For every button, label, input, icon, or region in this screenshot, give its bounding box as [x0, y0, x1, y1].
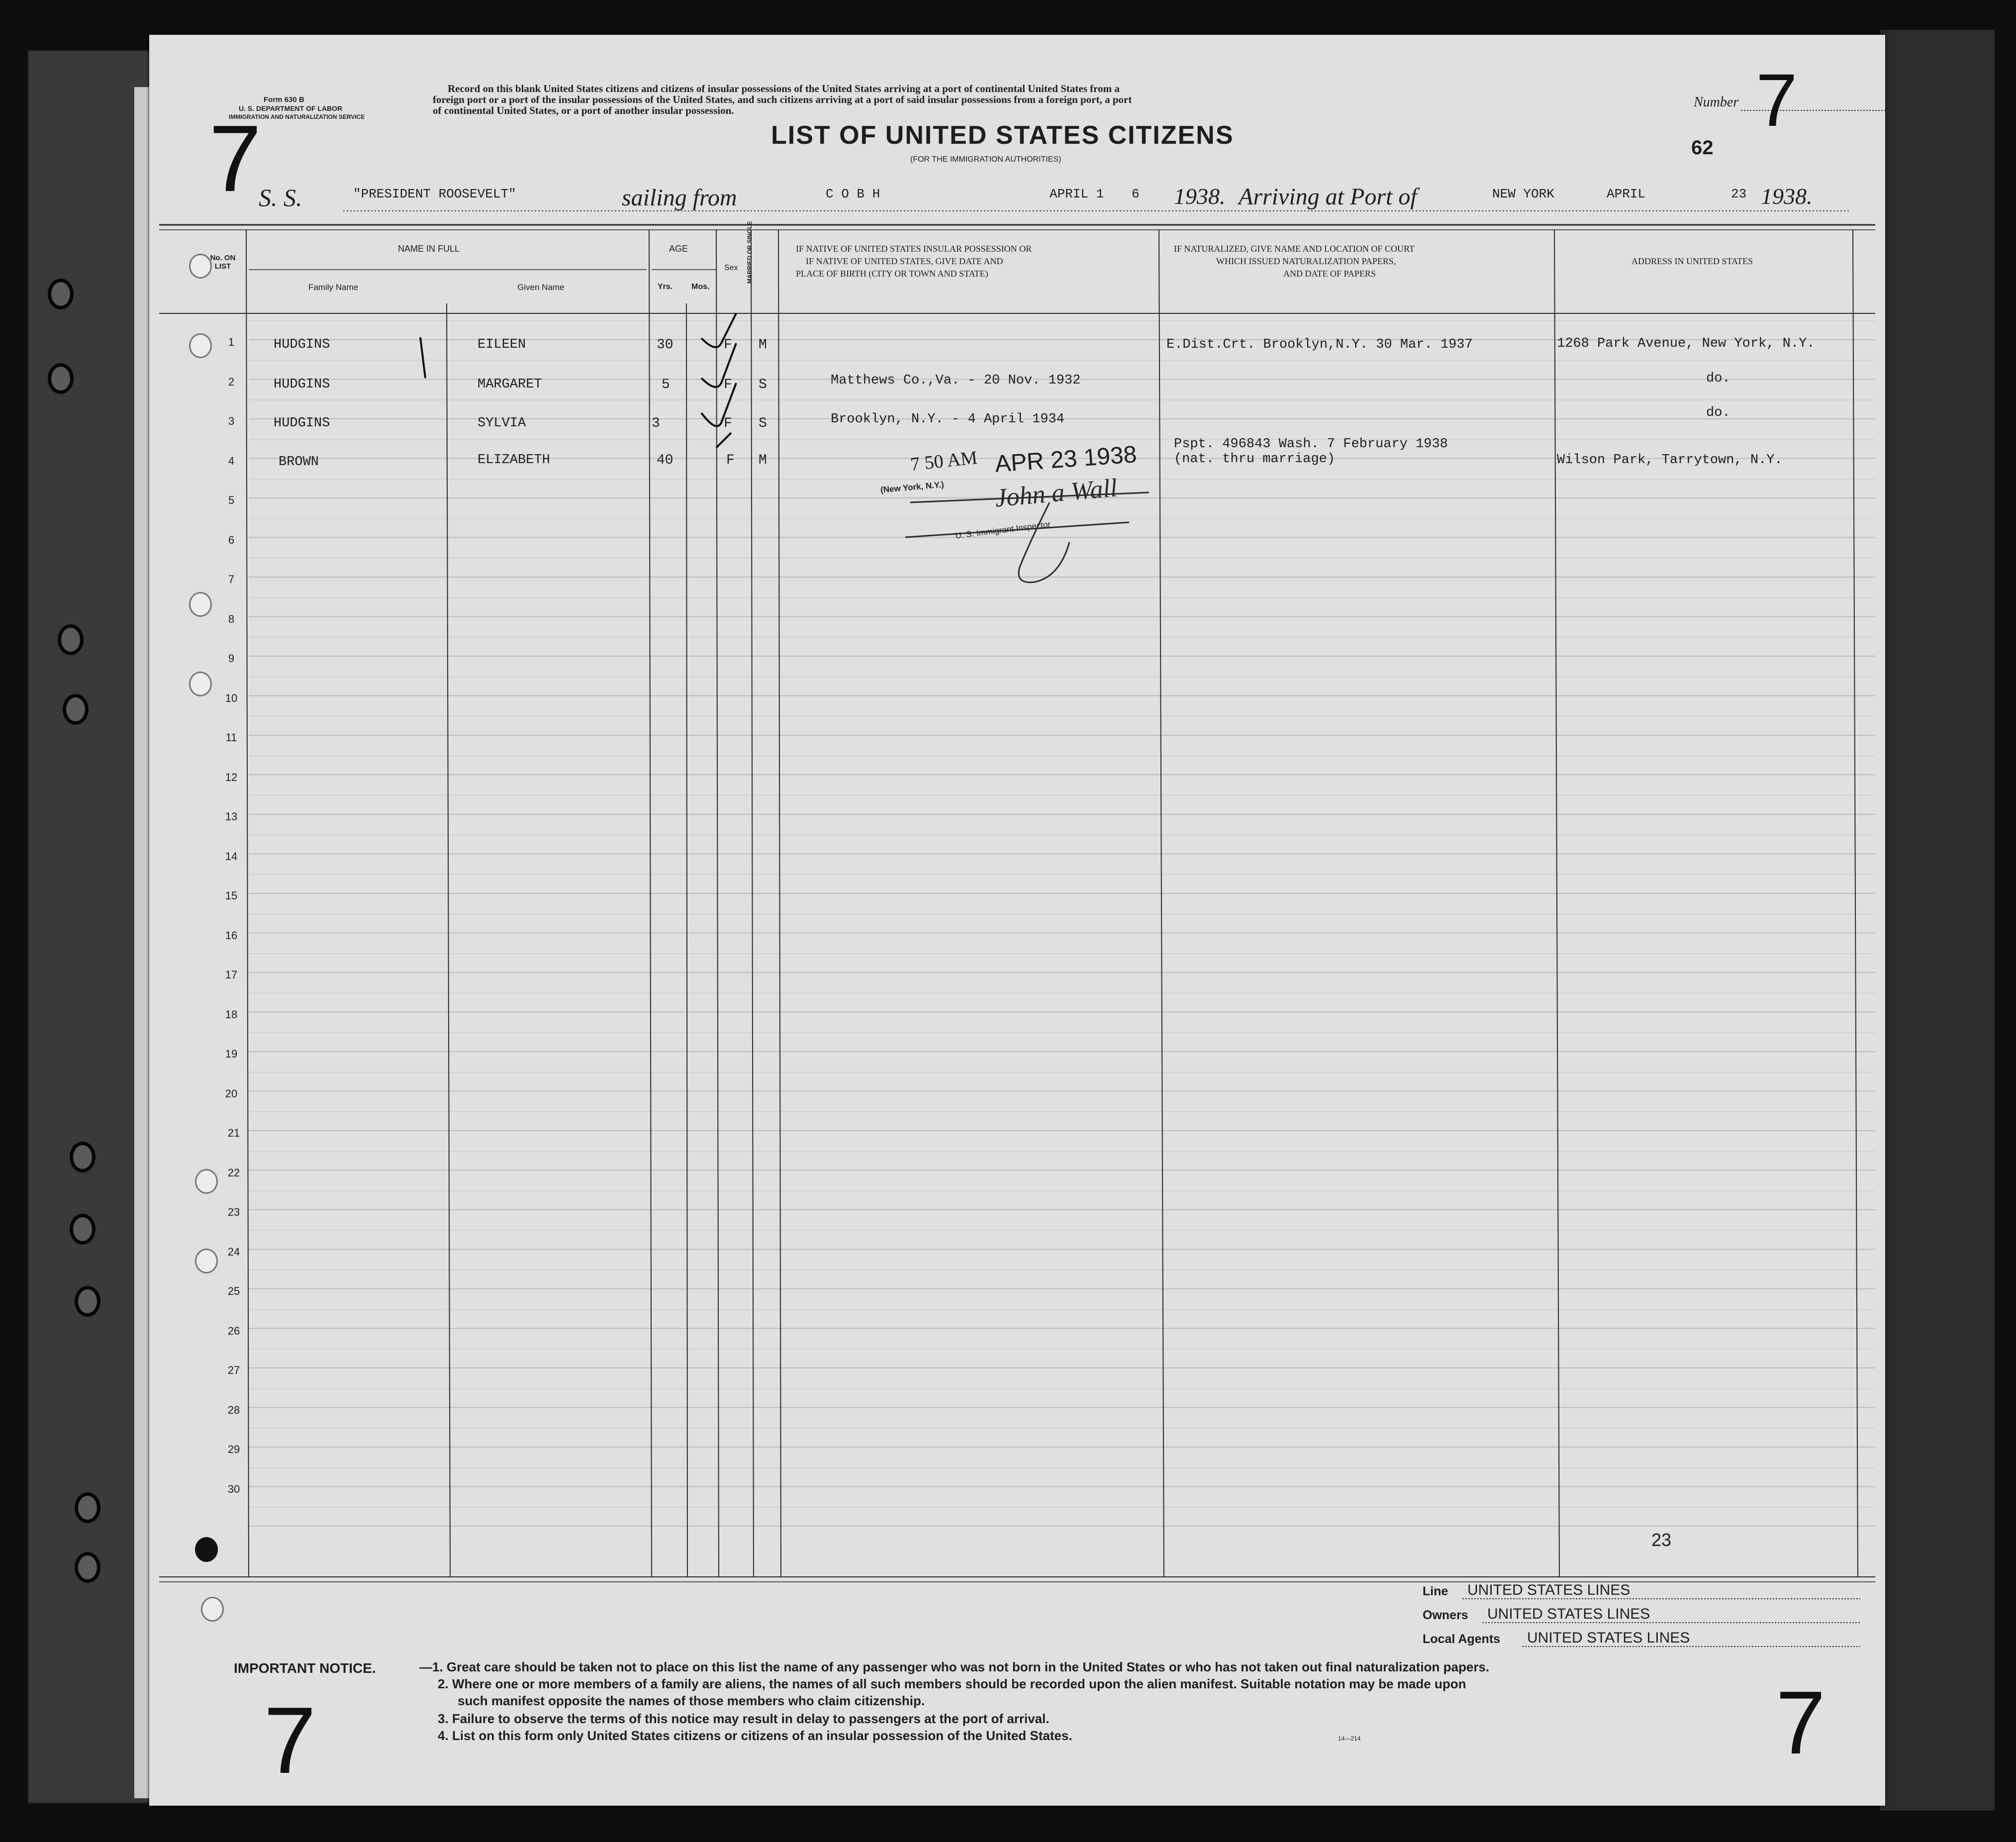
age-years: 5 [662, 377, 670, 392]
binder-hole [75, 1492, 100, 1523]
row-number: 13 [225, 810, 238, 823]
row-number: 10 [225, 691, 238, 704]
ship-name: "PRESIDENT ROOSEVELT" [353, 187, 516, 201]
row-number: 27 [227, 1364, 240, 1376]
line-value: UNITED STATES LINES [1467, 1582, 1631, 1598]
departure-day: 6 [1132, 187, 1140, 201]
sex: F [724, 337, 732, 353]
notice-1: —1. Great care should be taken not to place on this list the name of any passenger who was not born in the United States or who has not taken out final naturalization papers. [419, 1659, 1490, 1674]
row-number: 30 [227, 1482, 240, 1495]
page-mark: 23 [1651, 1530, 1672, 1550]
notice-label: IMPORTANT NOTICE. [234, 1660, 376, 1676]
row-number: 2 [228, 375, 235, 388]
row-number: 17 [225, 969, 238, 981]
inspector-signature: John a Wall [993, 474, 1119, 513]
check-marks [149, 35, 1885, 1806]
departure-year: 1938. [1174, 184, 1226, 209]
stamp-inspector-label: U. S. Immigrant Inspector [955, 519, 1052, 541]
list-number-handwritten: 7 [1756, 58, 1798, 142]
header-naturalized-line-2: WHICH ISSUED NATURALIZATION PAPERS, [1216, 256, 1396, 266]
header-no-on-list: No. ON LIST [210, 254, 236, 271]
number-label: Number [1694, 95, 1739, 110]
header-age: AGE [669, 244, 688, 254]
departure-month: APRIL 1 [1050, 187, 1104, 201]
owners-value: UNITED STATES LINES [1487, 1606, 1650, 1622]
row-number: 9 [228, 652, 235, 665]
sex: F [724, 377, 732, 392]
header-naturalized-line-1: IF NATURALIZED, GIVE NAME AND LOCATION OF COURT [1174, 244, 1415, 254]
given-name: SYLVIA [478, 416, 526, 431]
header-mos: Mos. [691, 283, 710, 291]
departure-port: C O B H [826, 187, 880, 201]
binder-hole [75, 1286, 100, 1317]
arrival-port: NEW YORK [1492, 187, 1554, 201]
row-number: 28 [227, 1403, 240, 1416]
row-number: 3 [228, 415, 235, 427]
family-name: BROWN [279, 455, 319, 470]
row-number: 8 [228, 612, 235, 625]
binder-hole [70, 1142, 96, 1172]
form-number: Form 630 B [264, 96, 304, 104]
notice-2-continued: such manifest opposite the names of those members who claim citizenship. [458, 1693, 925, 1708]
given-name: EILEEN [478, 337, 526, 352]
binder-hole [70, 1214, 96, 1245]
birth-place-date: Matthews Co.,Va. - 20 Nov. 1932 [831, 373, 1081, 388]
naturalization-note: (nat. thru marriage) [1174, 452, 1336, 467]
row-number: 25 [227, 1285, 240, 1297]
birth-place-date: Brooklyn, N.Y. - 4 April 1934 [831, 412, 1064, 427]
print-code: 14—214 [1338, 1735, 1361, 1742]
header-naturalized-line-3: AND DATE OF PAPERS [1283, 269, 1376, 279]
arrival-month: APRIL [1607, 187, 1646, 201]
arriving-label: Arriving at Port of [1239, 184, 1417, 210]
address: 1268 Park Avenue, New York, N.Y. [1557, 336, 1815, 351]
form-department: U. S. DEPARTMENT OF LABOR [239, 104, 343, 112]
arrival-year: 1938. [1761, 184, 1813, 209]
header-birth-line-1: IF NATIVE OF UNITED STATES INSULAR POSSESSION OR [796, 244, 1032, 254]
marital-status: S [759, 416, 767, 431]
notice-2: 2. Where one or more members of a family are aliens, the names of all such members should be recorded upon the alien manifest. Suitable notation may be made upon [438, 1676, 1466, 1691]
row-number: 5 [228, 494, 235, 506]
agents-label: Local Agents [1423, 1632, 1501, 1646]
instructions-line-3: of continental United States, or a port of another insular possession. [433, 104, 734, 116]
row-number: 19 [225, 1048, 238, 1060]
owners-label: Owners [1423, 1608, 1468, 1622]
binder-hole [48, 363, 74, 394]
naturalization: E.Dist.Crt. Brooklyn,N.Y. 30 Mar. 1937 [1166, 337, 1473, 352]
row-number: 23 [227, 1206, 240, 1218]
bottom-left-handwritten-number: 7 [264, 1688, 316, 1793]
corner-number-handwritten: 7 [209, 106, 262, 211]
family-name: HUDGINS [274, 337, 330, 352]
binder-hole [63, 694, 89, 725]
header-family-name: Family Name [308, 283, 359, 292]
row-number: 12 [225, 771, 238, 783]
binder-hole [48, 279, 74, 309]
row-number: 24 [227, 1245, 240, 1258]
row-number: 11 [225, 731, 237, 744]
row-number: 6 [228, 533, 235, 546]
address: do. [1706, 371, 1730, 386]
header-sex: Sex [724, 264, 738, 272]
header-given-name: Given Name [517, 283, 565, 292]
marital-status: S [759, 377, 767, 392]
page-title: LIST OF UNITED STATES CITIZENS [771, 121, 1234, 150]
row-number: 1 [228, 336, 235, 348]
notice-4: 4. List on this form only United States citizens or citizens of an insular possession of the United States. [438, 1728, 1072, 1743]
header-birth-line-2: IF NATIVE OF UNITED STATES, GIVE DATE AND [806, 256, 1003, 266]
form-service: IMMIGRATION AND NATURALIZATION SERVICE [229, 113, 365, 120]
row-number: 7 [228, 573, 235, 585]
bottom-right-handwritten-number: 7 [1776, 1673, 1826, 1773]
arrival-day: 23 [1731, 187, 1747, 201]
row-number: 16 [225, 929, 238, 942]
family-name: HUDGINS [274, 377, 330, 392]
row-number: 4 [228, 454, 235, 467]
row-number: 29 [227, 1443, 240, 1455]
stamp-date: APR 23 1938 [994, 441, 1138, 478]
header-married-or-single: MARRIED OR SINGLE [746, 221, 753, 284]
manifest-page [149, 35, 1885, 1806]
row-number: 15 [225, 889, 238, 902]
binder-hole [58, 624, 84, 655]
stamp-place: (New York, N.Y.) [880, 480, 945, 495]
sex: F [726, 453, 735, 468]
marital-status: M [759, 337, 767, 353]
header-address: ADDRESS IN UNITED STATES [1632, 256, 1753, 266]
given-name: MARGARET [478, 377, 542, 392]
row-number: 18 [225, 1008, 238, 1021]
age-years: 40 [657, 453, 673, 468]
stamp-lines [900, 483, 1159, 632]
age-years: 30 [657, 337, 673, 353]
age-years: 3 [652, 416, 660, 431]
header-name-in-full: NAME IN FULL [398, 244, 460, 254]
instructions-line-1: Record on this blank United States citizens and citizens of insular possessions of the United States arriving at a port of continental United States from a [448, 83, 1120, 95]
header-yrs: Yrs. [658, 283, 673, 291]
page-subtitle: (FOR THE IMMIGRATION AUTHORITIES) [910, 155, 1061, 164]
row-number: 21 [227, 1127, 240, 1139]
row-number: 14 [225, 850, 238, 863]
row-number: 26 [227, 1324, 240, 1337]
sailing-from-label: sailing from [622, 185, 737, 211]
row-number: 22 [227, 1166, 240, 1179]
naturalization: Pspt. 496843 Wash. 7 February 1938 [1174, 437, 1448, 452]
agents-value: UNITED STATES LINES [1527, 1630, 1690, 1646]
ss-label: S. S. [259, 184, 302, 211]
stamp-time: 7 50 AM [909, 447, 978, 475]
family-name: HUDGINS [274, 416, 330, 431]
marital-status: M [759, 453, 767, 468]
sex: F [724, 416, 732, 431]
sheet-count: 62 [1691, 137, 1714, 159]
address: do. [1706, 405, 1730, 420]
line-label: Line [1423, 1584, 1448, 1598]
notice-3: 3. Failure to observe the terms of this notice may result in delay to passengers at the port of arrival. [438, 1711, 1050, 1726]
given-name: ELIZABETH [478, 453, 550, 468]
header-birth-line-3: PLACE OF BIRTH (CITY OR TOWN AND STATE) [796, 269, 988, 279]
instructions-line-2: foreign port or a port of the insular possessions of the United States, and such citizens arriving at a port of said insular possessions from a foreign port, a port [433, 94, 1132, 105]
binder-hole [75, 1552, 100, 1583]
address: Wilson Park, Tarrytown, N.Y. [1557, 453, 1783, 468]
binder-right [1880, 30, 1995, 1811]
row-number: 20 [225, 1087, 238, 1100]
